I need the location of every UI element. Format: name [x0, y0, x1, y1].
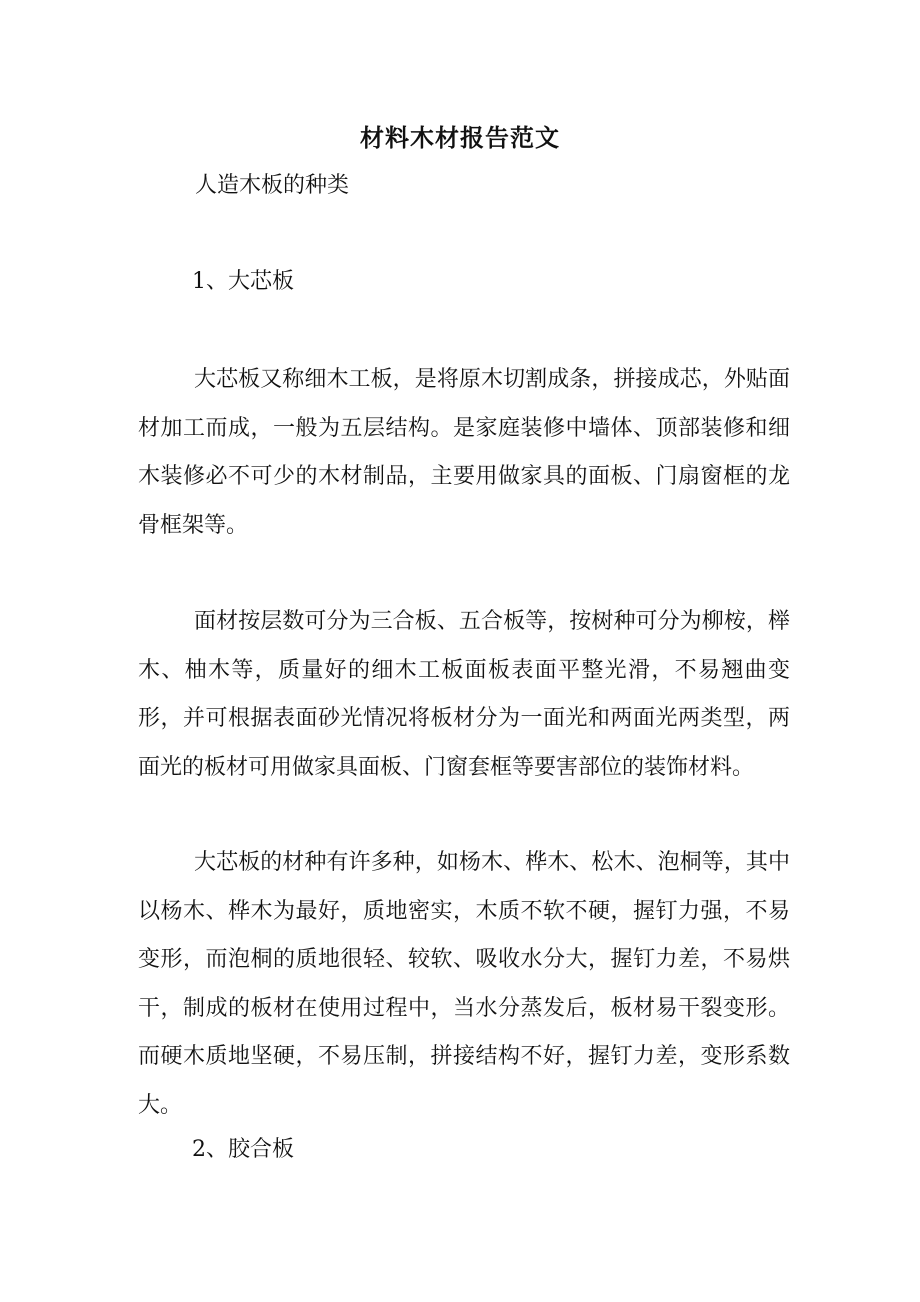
- section-heading: 2、胶合板: [192, 1137, 294, 1162]
- paragraph: 大芯板又称细木工板，是将原木切割成条，拼接成芯，外贴面材加工而成，一般为五层结构。是家庭装修中墙体、顶部装修和细木装修必不可少的木材制品，主要用做家具的面板、门扇窗框的龙骨框架等。: [138, 367, 790, 538]
- section-heading: 1、大芯板: [192, 269, 294, 294]
- document-subtitle: 人造木板的种类: [195, 173, 350, 198]
- paragraph: 大芯板的材种有许多种，如杨木、桦木、松木、泡桐等，其中以杨木、桦木为最好，质地密实，木质不软不硬，握钉力强，不易变形，而泡桐的质地很轻、较软、吸收水分大，握钉力差，不易烘干，制成的板材在使用过程中，当水分蒸发后，板材易干裂变形。而硬木质地坚硬，不易压制，拼接结构不好，握钉力差，变形系数大。: [138, 850, 790, 1118]
- paragraph: 面材按层数可分为三合板、五合板等，按树种可分为柳桉，榉木、柚木等，质量好的细木工板面板表面平整光滑，不易翘曲变形，并可根据表面砂光情况将板材分为一面光和两面光两类型，两面光的板材可用做家具面板、门窗套框等要害部位的装饰材料。: [138, 609, 790, 780]
- document-title: 材料木材报告范文: [360, 123, 560, 152]
